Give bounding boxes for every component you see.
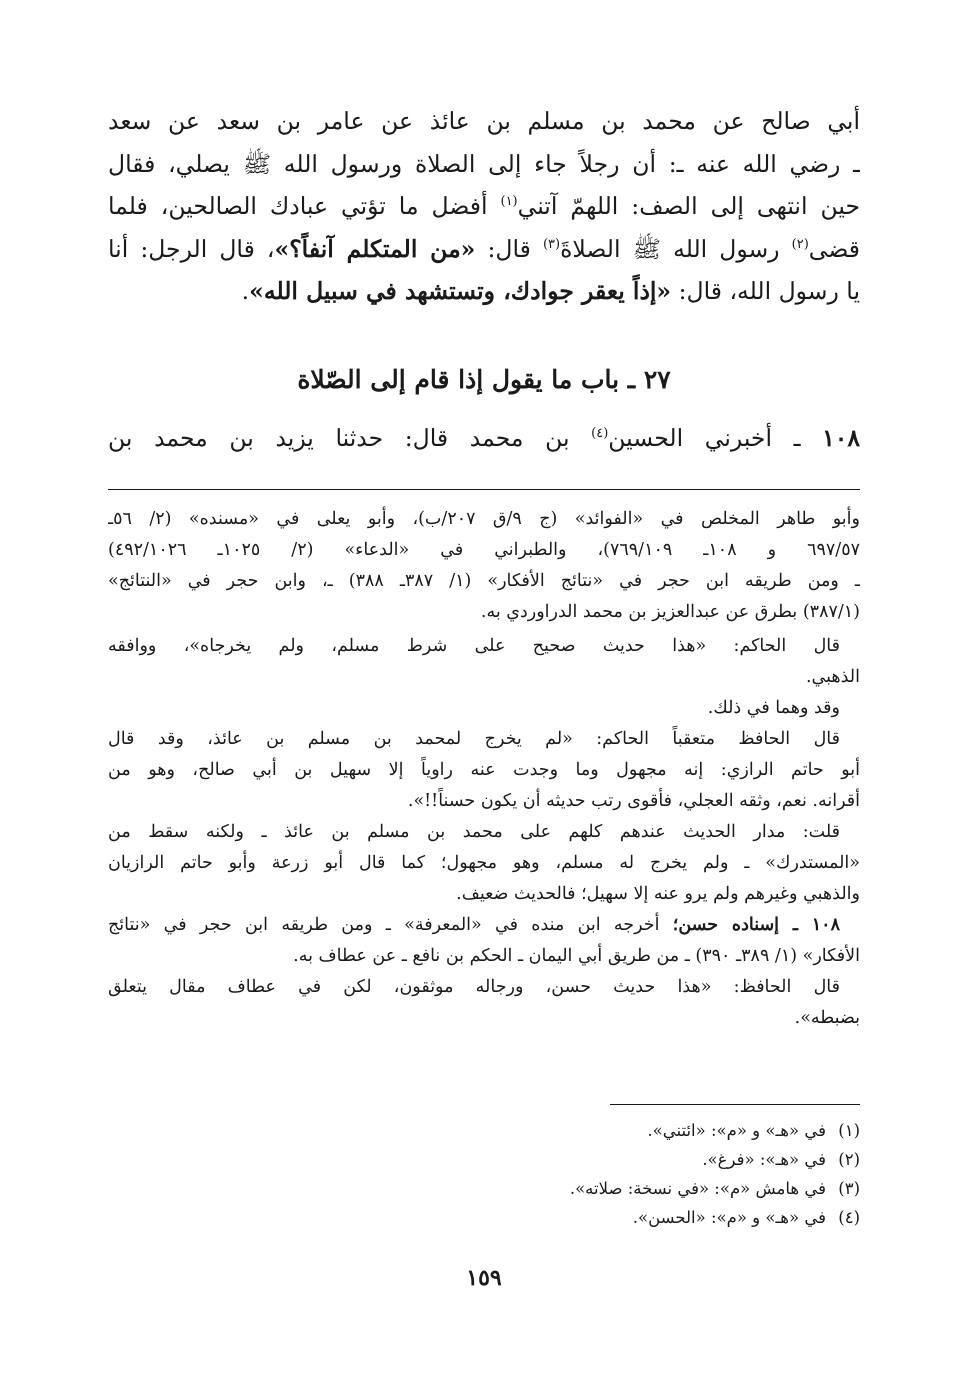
quote-prophet-answer: «إذاً يعقر جوادك، وتستشهد في سبيل الله» [249, 277, 672, 305]
note-p4-line-1: قال الحافظ متعقباً الحاكم: «لم يخرج لمحمد بن مسلم بن عائذ، وقد قال [108, 729, 840, 749]
footnote-3-number: (٣) [838, 1179, 860, 1198]
footnote-ref-2: (٢) [791, 236, 809, 252]
note-p6-grading: ـ إسناده حسن؛ [672, 915, 812, 935]
footnote-3 [108, 1174, 860, 1203]
hadith-text-before: ـ أخبرني الحسين [608, 424, 823, 452]
quote-who-spoke: «من المتكلم آنفاً؟» [274, 234, 476, 263]
main-line-3-part-b: أفضل ما تؤتي عبادك الصالحين، فلما [108, 192, 488, 220]
footnote-2-number: (٢) [838, 1150, 860, 1169]
note-p5-line-2: «المستدرك» ـ ولم يخرج له مسلم، وهو مجهول؛ كما قال أبو زرعة وأبو حاتم الرازيان [108, 853, 860, 873]
note-p2-line-2: الذهبي. [805, 667, 860, 687]
main-line-5-end: . [241, 277, 250, 305]
footnote-4-text: في «هـ» و «م»: «الحسن». [632, 1208, 826, 1227]
hadith-opening-line [108, 418, 860, 458]
footnotes-divider [610, 1104, 860, 1105]
main-line-2: ـ رضي الله عنه ـ: أن رجلاً جاء إلى الصلاة ورسول الله ﷺ يصلي، فقال [108, 149, 860, 178]
note-p1-line-4: (٣٨٧/١) بطرق عن عبدالعزيز بن محمد الدراوردي به. [480, 602, 860, 622]
main-line-3-part-a: حين انتهى إلى الصف: اللهمّ آتني [517, 192, 860, 220]
note-p5-line-1: قلت: مدار الحديث عندهم كلهم على محمد بن مسلم بن عائذ ـ ولكنه سقط من [108, 822, 840, 842]
note-p1-line-1: وأبو طاهر المخلص في «الفوائد» (ج ٩/ق ٢٠٧/ب)، وأبو يعلى في «مسنده» (٢/ ٥٦ـ [108, 509, 860, 529]
footnote-4 [108, 1203, 860, 1232]
note-p7-line-2: بضبطه». [794, 1008, 860, 1028]
note-p7-line-1: قال الحافظ: «هذا حديث حسن، ورجاله موثقون، لكن في عطاف مقال يتعلق [108, 977, 840, 997]
note-p3-line-1: وقد وهما في ذلك. [707, 698, 840, 718]
main-line-5 [108, 270, 860, 313]
notes-divider [108, 489, 860, 490]
note-p2-line-1: قال الحاكم: «هذا حديث صحيح على شرط مسلم، ولم يخرجاه»، ووافقه [108, 636, 840, 656]
note-p5-line-3: والذهبي وغيرهم ولم يرو عنه إلا سهيل؛ فالحديث ضعيف. [456, 884, 860, 904]
note-p1-line-3: ـ ومن طريقه ابن حجر في «نتائج الأفكار» (١/ ٣٨٧ـ ٣٨٨) ـ، وابن حجر في «النتائج» [108, 571, 860, 591]
footnote-1 [108, 1116, 860, 1145]
main-line-4 [108, 228, 860, 271]
note-p4-line-3: أقرانه. نعم، وثقه العجلي، فأقوى رتب حديثه أن يكون حسناً!!». [407, 791, 860, 811]
footnote-2-text: في «هـ»: «فرغ». [702, 1150, 826, 1169]
main-line-5-part-a: يا رسول الله، قال: [671, 277, 860, 305]
main-line-4-part-a: قضى [808, 234, 860, 263]
note-p6-line-1 [108, 910, 860, 941]
page-number: ١٥٩ [466, 1265, 502, 1291]
footnote-3-text: في هامش «م»: «في نسخة: صلاته». [569, 1179, 826, 1198]
note-p1-line-2: ٦٩٧/٥٧ و ١٠٨ـ ٧٦٩/١٠٩)، والطبراني في «الدعاء» (٢/ ١٠٢٥ـ ٤٩٢/١٠٢٦) [108, 540, 860, 560]
footnote-ref-1: (١) [500, 194, 518, 210]
main-line-3 [108, 185, 860, 228]
main-line-1: أبي صالح عن محمد بن مسلم بن عائذ عن عامر بن سعد عن سعد [108, 107, 860, 135]
note-p6-number: ١٠٨ [811, 915, 840, 935]
commentary-notes [108, 504, 860, 1034]
main-paragraph [108, 100, 860, 313]
footnote-4-number: (٤) [838, 1208, 860, 1227]
footnotes [108, 1116, 860, 1232]
footnote-2 [108, 1145, 860, 1174]
hadith-number: ١٠٨ [822, 424, 860, 452]
main-line-4-part-b: رسول الله ﷺ الصلاةَ [560, 234, 780, 263]
chapter-title: ٢٧ ـ باب ما يقول إذا قام إلى الصّلاة [297, 365, 671, 394]
note-p6-line-1-text: أخرجه ابن منده في «المعرفة» ـ ومن طريقه ابن حجر في «نتائج [108, 915, 673, 935]
footnote-ref-3: (٣) [542, 236, 561, 252]
main-line-4-part-d: ، قال الرجل: أنا [108, 234, 275, 263]
document-page [108, 100, 860, 1370]
hadith-text-after: بن محمد قال: حدثنا يزيد بن محمد بن [108, 424, 592, 452]
footnote-1-number: (١) [838, 1121, 860, 1140]
note-p4-line-2: أبو حاتم الرازي: إنه مجهول وما وجدت عنه راوياً إلا سهيل بن أبي صالح، وهو من [108, 760, 860, 780]
note-p6-line-2: الأفكار» (١/ ٣٨٩ـ ٣٩٠) ـ من طريق أبي اليمان ـ الحكم بن نافع ـ عن عطاف به. [293, 946, 860, 966]
main-line-4-part-c: قال: [475, 234, 531, 263]
footnote-1-text: في «هـ» و «م»: «ائتني». [647, 1121, 826, 1140]
footnote-ref-4: (٤) [591, 426, 609, 442]
